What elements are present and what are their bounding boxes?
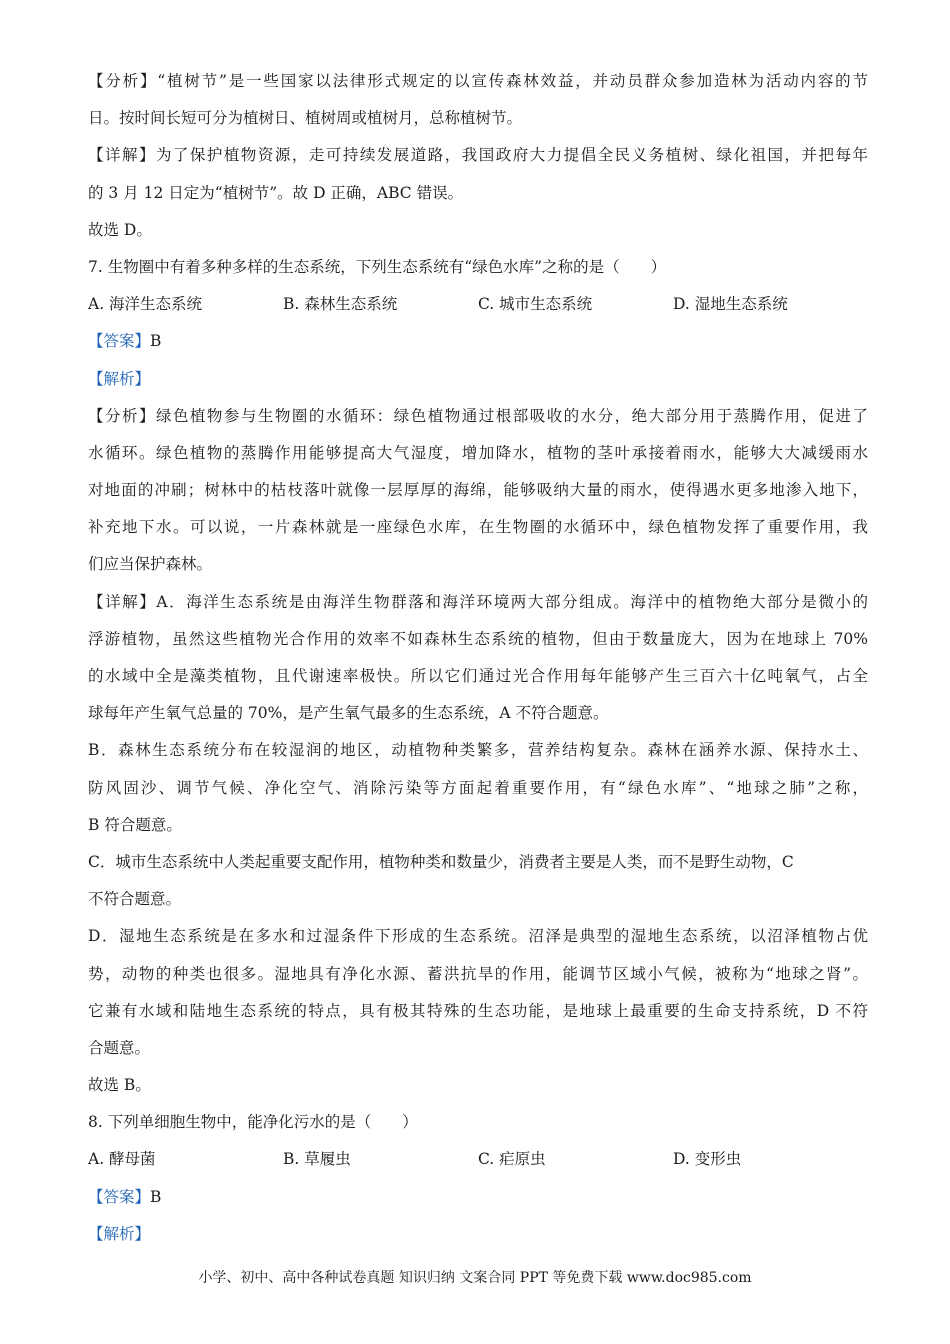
answer-option: D. 变形虫 xyxy=(673,1150,742,1169)
text-line xyxy=(88,256,868,278)
text-line xyxy=(88,479,868,501)
line-text: 水循环。绿色植物的蒸腾作用能够提高大气湿度，增加降水，植物的茎叶承接着雨水，能够大大减缓雨水 xyxy=(88,443,868,462)
line-text: C．城市生态系统中人类起重要支配作用，植物种类和数量少，消费者主要是人类，而不是野生动物，C xyxy=(88,852,794,871)
line-text: 势，动物的种类也很多。湿地具有净化水源、蓄洪抗旱的作用，能调节区域小气候，被称为“地球之肾”。 xyxy=(88,964,868,983)
section-tag: 【解析】 xyxy=(88,1224,151,1243)
answer-options xyxy=(88,293,868,315)
text-line xyxy=(88,665,868,687)
line-text: 【分析】绿色植物参与生物圈的水循环：绿色植物通过根部吸收的水分，绝大部分用于蒸腾作用，促进了 xyxy=(88,406,868,425)
answer-option: A. 海洋生态系统 xyxy=(88,295,203,314)
section-tag: 【解析】 xyxy=(88,369,151,388)
text-line xyxy=(88,144,868,166)
answer-option: C. 城市生态系统 xyxy=(478,295,593,314)
text-line xyxy=(88,330,868,352)
text-line xyxy=(88,591,868,613)
line-text: 合题意。 xyxy=(88,1038,151,1057)
line-text: 【详解】为了保护植物资源，走可持续发展道路，我国政府大力提倡全民义务植树、绿化祖国，并把每年 xyxy=(88,146,868,165)
line-text: 【详解】A．海洋生态系统是由海洋生物群落和海洋环境两大部分组成。海洋中的植物绝大部分是微小的 xyxy=(88,592,868,611)
section-tag: 【答案】 xyxy=(88,332,151,351)
line-text: 8. 下列单细胞生物中，能净化污水的是（ ） xyxy=(88,1113,418,1132)
text-line xyxy=(88,1000,868,1022)
line-text: 不符合题意。 xyxy=(88,890,182,909)
section-tag: 【答案】 xyxy=(88,1187,151,1206)
text-line xyxy=(88,777,868,799)
answer-option: B. 草履虫 xyxy=(283,1150,351,1169)
line-text: 防风固沙、调节气候、净化空气、消除污染等方面起着重要作用，有“绿色水库”、“地球之肺”之称， xyxy=(88,778,868,797)
line-text: 的水域中全是藻类植物，且代谢速率极快。所以它们通过光合作用每年能够产生三百六十亿吨氧气，占全 xyxy=(88,667,868,685)
line-text: 7. 生物圈中有着多种多样的生态系统，下列生态系统有“绿色水库”之称的是（ ） xyxy=(88,257,667,276)
text-line xyxy=(88,628,868,650)
answer-option: C. 疟原虫 xyxy=(478,1150,546,1169)
line-text: D．湿地生态系统是在多水和过湿条件下形成的生态系统。沼泽是典型的湿地生态系统，以沼泽植物占优 xyxy=(88,927,868,946)
line-text: 【分析】“植树节”是一些国家以法律形式规定的以宣传森林效益，并动员群众参加造林为活动内容的节 xyxy=(88,72,868,90)
line-text: B．森林生态系统分布在较湿润的地区，动植物种类繁多，营养结构复杂。森林在涵养水源、保持水土、 xyxy=(88,741,868,760)
text-line xyxy=(88,442,868,464)
line-text: B xyxy=(150,332,162,351)
text-line xyxy=(88,182,868,204)
line-text: B xyxy=(150,1187,162,1206)
answer-option: B. 森林生态系统 xyxy=(283,295,398,314)
line-text: 的 3 月 12 日定为“植树节”。故 D 正确，ABC 错误。 xyxy=(88,183,464,202)
text-line xyxy=(88,70,868,92)
text-line xyxy=(88,925,868,947)
line-text: 它兼有水域和陆地生态系统的特点，具有极其特殊的生态功能，是地球上最重要的生命支持系统，D 不符 xyxy=(88,1001,868,1020)
text-line xyxy=(88,888,868,910)
line-text: B 符合题意。 xyxy=(88,815,182,834)
line-text: 浮游植物，虽然这些植物光合作用的效率不如森林生态系统的植物，但由于数量庞大，因为在地球上 70% xyxy=(88,629,868,648)
line-text: 对地面的冲刷；树林中的枯枝落叶就像一层厚厚的海绵，能够吸纳大量的雨水，使得遇水更多地渗入地下， xyxy=(88,481,868,500)
answer-options xyxy=(88,1148,868,1170)
line-text: 球每年产生氧气总量的 70%，是产生氧气最多的生态系统，A 不符合题意。 xyxy=(88,704,609,723)
text-line xyxy=(88,1074,868,1096)
text-line xyxy=(88,1186,868,1208)
text-line xyxy=(88,219,868,241)
answer-option: D. 湿地生态系统 xyxy=(673,295,788,314)
text-line xyxy=(88,1111,868,1133)
text-line xyxy=(88,516,868,538)
line-text: 们应当保护森林。 xyxy=(88,555,213,574)
text-line xyxy=(88,814,868,836)
page-content xyxy=(88,70,868,1260)
line-text: 故选 D。 xyxy=(88,220,152,239)
answer-option: A. 酵母菌 xyxy=(88,1150,156,1169)
text-line xyxy=(88,368,868,390)
text-line xyxy=(88,107,868,129)
text-line xyxy=(88,702,868,724)
text-line xyxy=(88,963,868,985)
text-line xyxy=(88,739,868,761)
line-text: 日。按时间长短可分为植树日、植树周或植树月，总称植树节。 xyxy=(88,109,523,128)
line-text: 故选 B。 xyxy=(88,1076,151,1095)
page-footer: 小学、初中、高中各种试卷真题 知识归纳 文案合同 PPT 等免费下载 www.doc985.com xyxy=(198,1270,752,1286)
line-text: 补充地下水。可以说，一片森林就是一座绿色水库，在生物圈的水循环中，绿色植物发挥了重要作用，我 xyxy=(88,518,868,537)
text-line xyxy=(88,405,868,427)
text-line xyxy=(88,553,868,575)
text-line xyxy=(88,1037,868,1059)
text-line xyxy=(88,1223,868,1245)
text-line xyxy=(88,851,868,873)
